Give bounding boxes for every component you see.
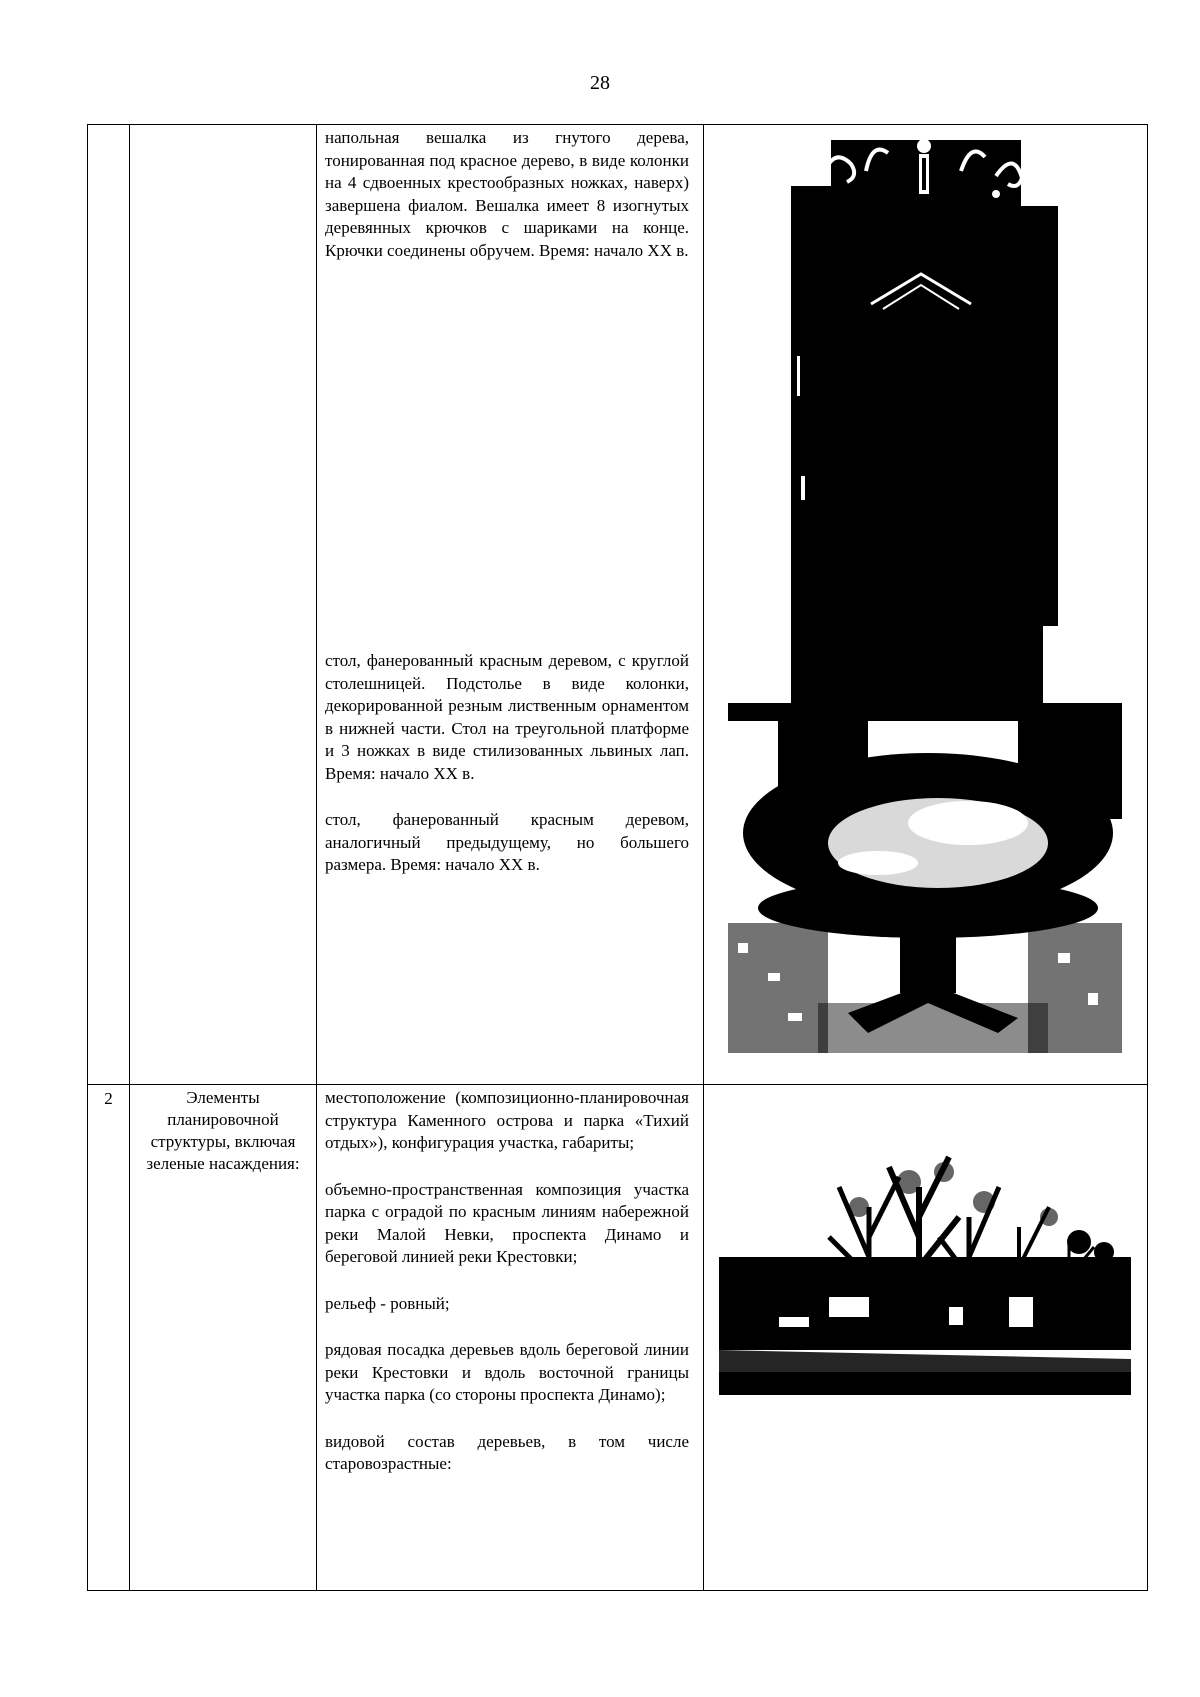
description-cell xyxy=(317,125,704,1085)
description-cell xyxy=(317,1085,704,1591)
description-paragraph: местоположение (композиционно-планировочная структура Каменного острова и парка «Тихий отдых»), конфигурация участка, габариты; xyxy=(325,1088,689,1152)
description-paragraph: стол, фанерованный красным деревом, с круглой столешницей. Подстолье в виде колонки, декорированной резным лиственным орнаментом в нижней части. Стол на треугольной платформе и 3 ножках в виде стилизованных львиных лап. Время: начало XX в. xyxy=(325,651,689,783)
photo-cell xyxy=(704,125,1148,1085)
description-paragraph: объемно-пространственная композиция участка парка с оградой по красным линиям набережной реки Малой Невки, проспекта Динамо и береговой линией реки Крестовки; xyxy=(325,1179,689,1266)
row-number: 2 xyxy=(88,1085,130,1591)
description-paragraph: рельеф - ровный; xyxy=(325,1293,450,1313)
description-paragraph: рядовая посадка деревьев вдоль береговой линии реки Крестовки и вдоль восточной границы участка парка (со стороны проспекта Динамо); xyxy=(325,1340,689,1404)
element-name: Элементы планировочной структуры, включая зеленые насаждения: xyxy=(130,1085,317,1591)
description-paragraph: стол, фанерованный красным деревом, аналогичный предыдущему, но большего размера. Время: начало XX в. xyxy=(325,810,689,874)
description-paragraph: напольная вешалка из гнутого дерева, тонированная под красное дерево, в виде колонки на 4 сдвоенных крестообразных ножках, наверх) завершена фиалом. Вешалка имеет 8 изогнутых деревянных крючков с шариками на конце. Крючки соединены обручем. Время: начало XX в. xyxy=(325,128,689,260)
table-row xyxy=(88,125,1148,1085)
description-paragraph: видовой состав деревьев, в том числе старовозрастные: xyxy=(325,1431,689,1473)
coat-rack-photo xyxy=(791,126,1058,712)
photo-cell xyxy=(704,1085,1148,1591)
round-table-photo xyxy=(728,703,1122,1053)
table-row xyxy=(88,1085,1148,1591)
park-trees-photo xyxy=(719,1147,1131,1395)
element-name xyxy=(130,125,317,1085)
objects-table xyxy=(87,124,1148,1591)
page-number: 28 xyxy=(590,72,610,94)
row-number xyxy=(88,125,130,1085)
